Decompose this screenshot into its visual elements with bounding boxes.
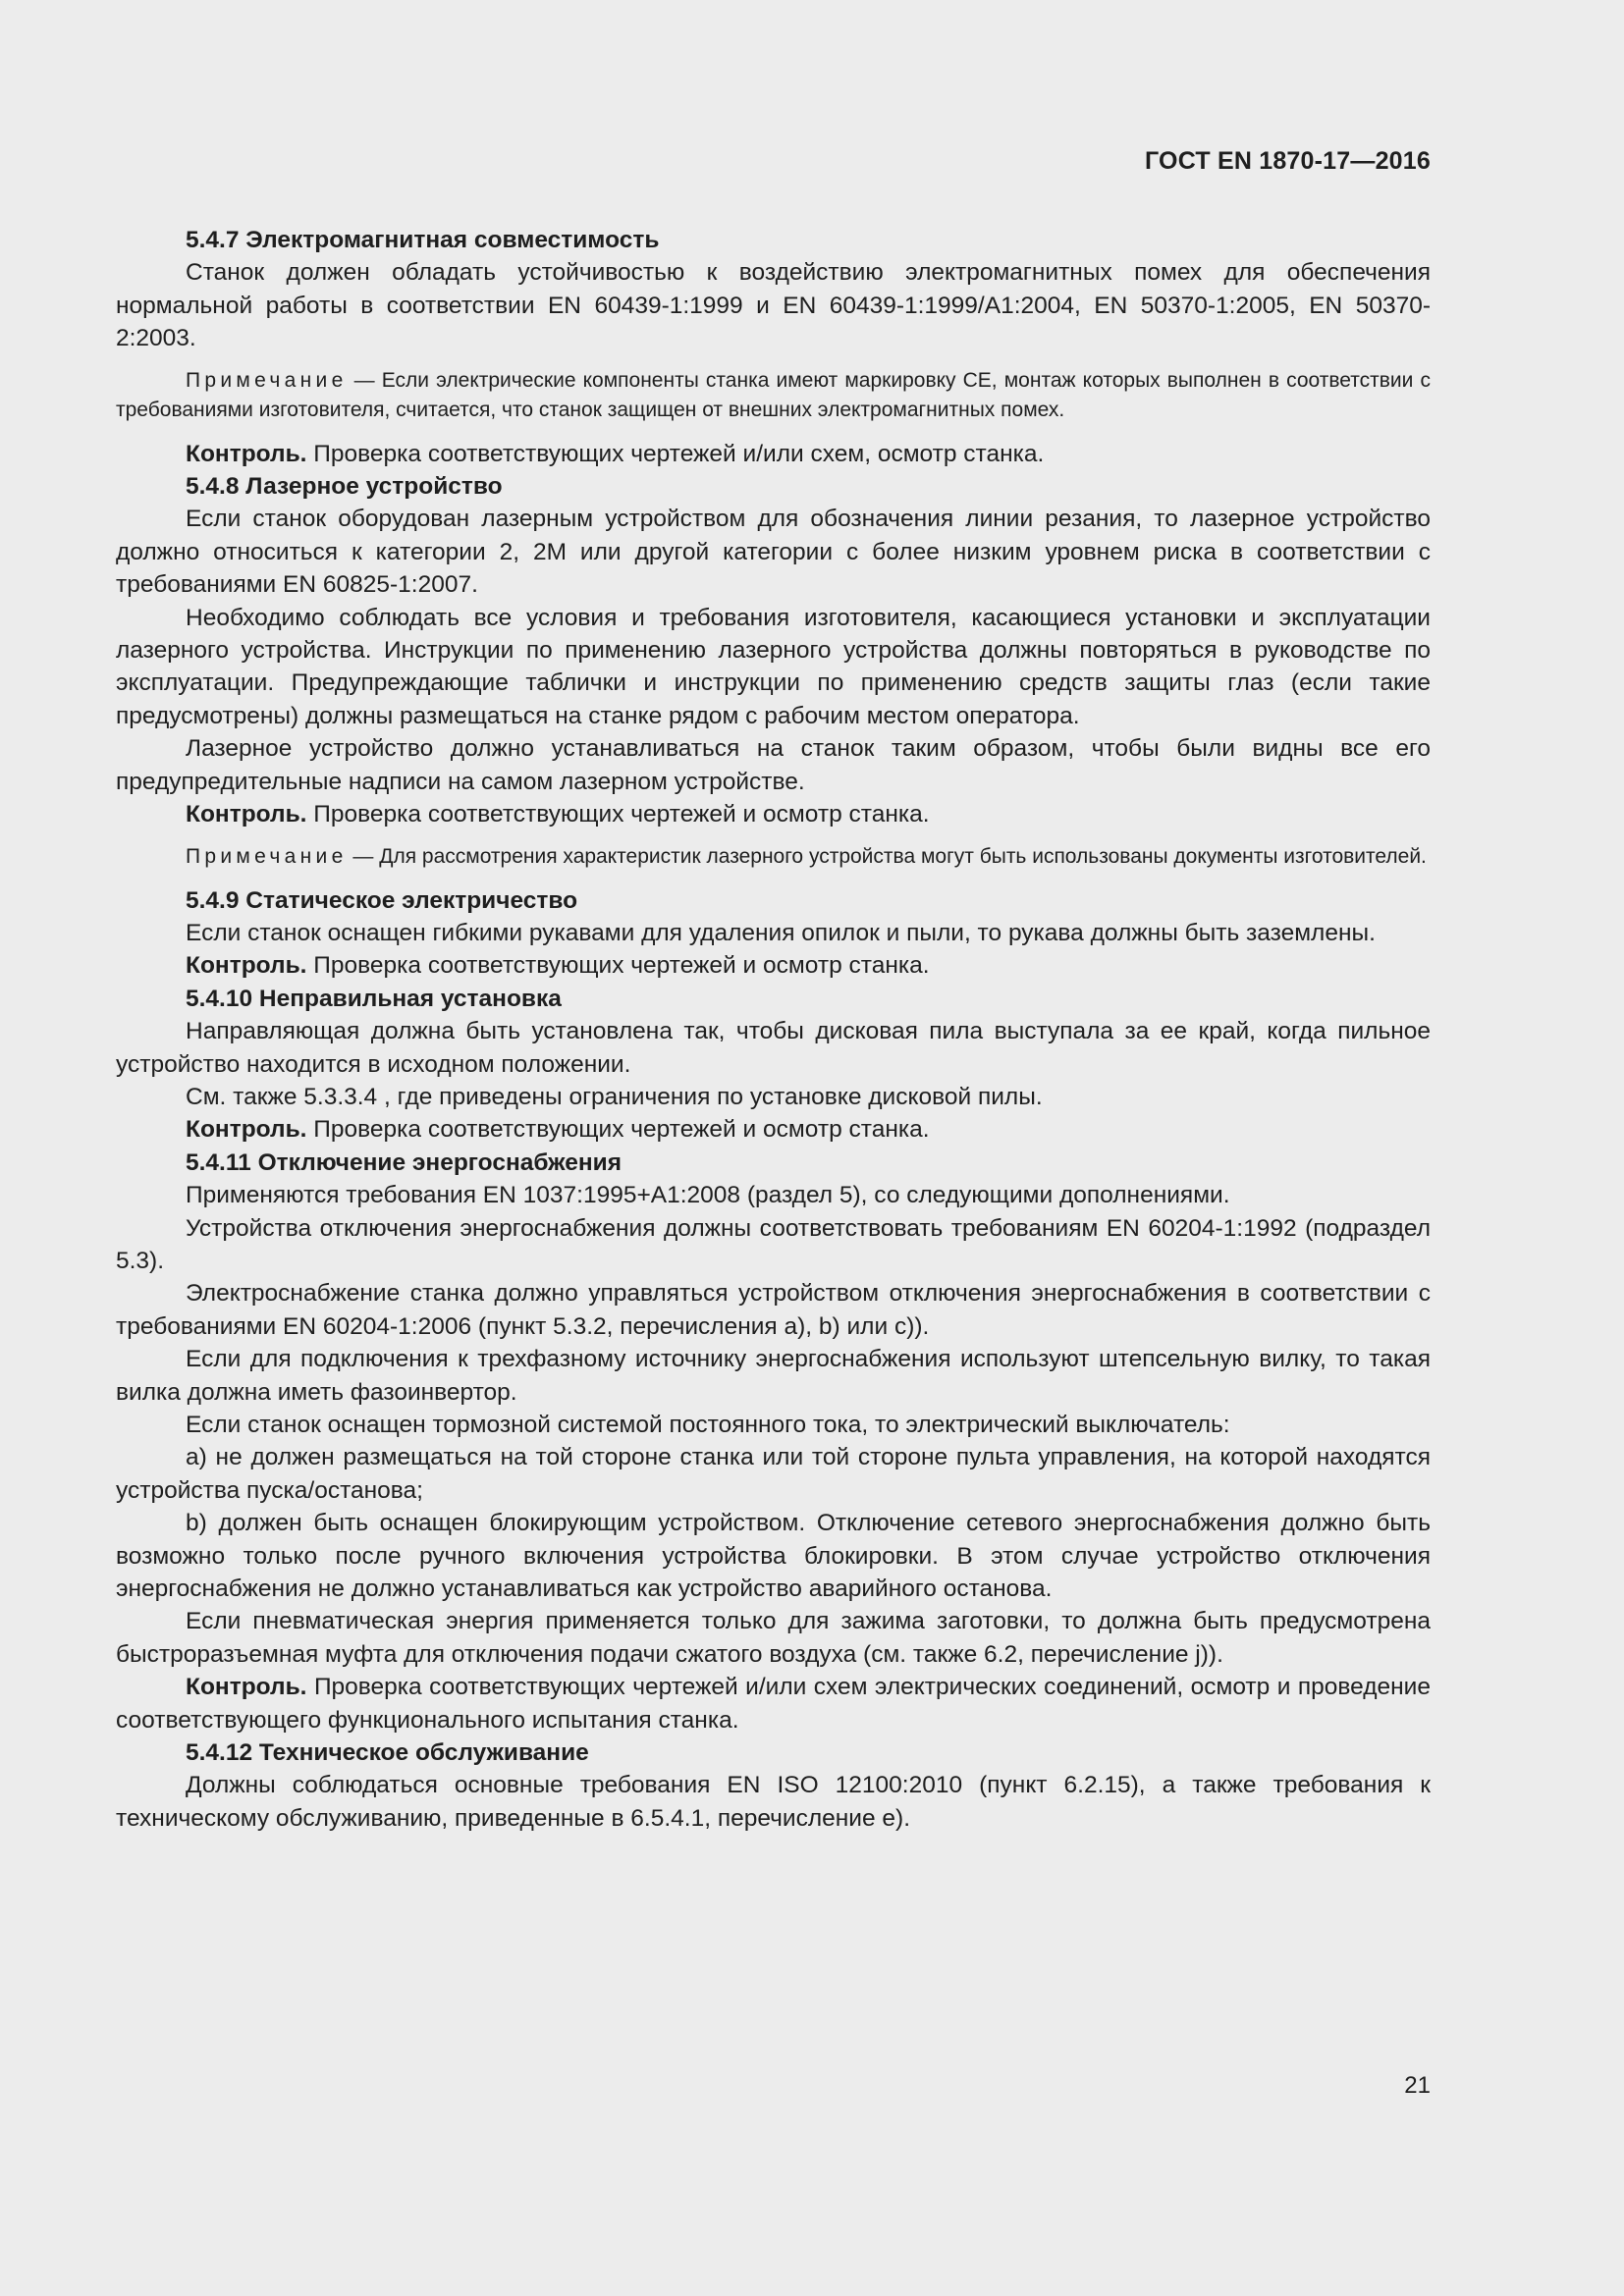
control-text: Проверка соответствующих чертежей и осмотр станка. xyxy=(306,952,930,980)
body-paragraph: Электроснабжение станка должно управляться устройством отключения энергоснабжения в соответствии с требованиями EN 60204-1:2006 (пункт 5.3.2, перечисления a), b) или c)). xyxy=(116,1280,1431,1340)
control-label: Контроль. xyxy=(186,1116,307,1144)
body-paragraph: Станок должен обладать устойчивостью к воздействию электромагнитных помех для обеспечения нормальной работы в соответствии EN 60439-1:1999 и EN 60439-1:1999/A1:2004, EN 50370-1:2005, EN 50370-2:2003. xyxy=(116,259,1431,352)
section-heading: 5.4.10 Неправильная установка xyxy=(186,985,562,1012)
control-text: Проверка соответствующих чертежей и осмотр станка. xyxy=(306,801,930,828)
control-paragraph xyxy=(116,1671,1431,1736)
document-body xyxy=(116,224,1431,1835)
control-paragraph xyxy=(116,1113,1431,1146)
control-label: Контроль. xyxy=(186,440,307,467)
note-text: — Для рассмотрения характеристик лазерного устройства могут быть использованы документы изготовителей. xyxy=(347,844,1427,868)
body-paragraph: Направляющая должна быть установлена так, чтобы дисковая пила выступала за ее край, когда пильное устройство находится в исходном положении. xyxy=(116,1018,1431,1078)
body-paragraph: Применяются требования EN 1037:1995+A1:2008 (раздел 5), со следующими дополнениями. xyxy=(186,1182,1230,1209)
control-text: Проверка соответствующих чертежей и осмотр станка. xyxy=(306,1116,930,1144)
list-item: a) не должен размещаться на той стороне станка или той стороне пульта управления, на которой находятся устройства пуска/останова; xyxy=(116,1444,1431,1504)
section-heading: 5.4.7 Электромагнитная совместимость xyxy=(186,227,660,253)
body-paragraph: Устройства отключения энергоснабжения должны соответствовать требованиям EN 60204-1:1992 (подраздел 5.3). xyxy=(116,1214,1431,1274)
note-label: Примечание xyxy=(186,844,348,868)
control-paragraph xyxy=(116,438,1431,470)
note-paragraph xyxy=(116,842,1431,872)
body-paragraph: Лазерное устройство должно устанавливаться на станок таким образом, чтобы были видны все его предупредительные надписи на самом лазерном устройстве. xyxy=(116,735,1431,795)
control-paragraph xyxy=(116,798,1431,830)
section-heading: 5.4.12 Техническое обслуживание xyxy=(186,1739,589,1767)
document-standard-number: ГОСТ EN 1870-17—2016 xyxy=(1145,147,1431,175)
body-paragraph: Если станок оснащен тормозной системой постоянного тока, то электрический выключатель: xyxy=(186,1412,1230,1438)
body-paragraph: Если станок оснащен гибкими рукавами для удаления опилок и пыли, то рукава должны быть заземлены. xyxy=(186,919,1376,946)
control-text: Проверка соответствующих чертежей и/или схем электрических соединений, осмотр и проведение соответствующего функционального испытания станка. xyxy=(116,1674,1431,1734)
note-text: — Если электрические компоненты станка имеют маркировку CE, монтаж которых выполнен в соответствии с требованиями изготовителя, считается, что станок защищен от внешних электромагнитных помех. xyxy=(116,368,1431,421)
note-label: Примечание xyxy=(186,368,348,392)
body-paragraph: Должны соблюдаться основные требования EN ISO 12100:2010 (пункт 6.2.15), а также требования к техническому обслуживанию, приведенные в 6.5.4.1, перечисление e). xyxy=(116,1772,1431,1832)
control-paragraph xyxy=(116,949,1431,982)
control-text: Проверка соответствующих чертежей и/или схем, осмотр станка. xyxy=(306,440,1045,467)
body-paragraph: Если станок оборудован лазерным устройством для обозначения линии резания, то лазерное устройство должно относиться к категории 2, 2M или другой категории с более низким уровнем риска в соответствии с требованиями EN 60825-1:2007. xyxy=(116,506,1431,599)
body-paragraph: См. также 5.3.3.4 , где приведены ограничения по установке дисковой пилы. xyxy=(186,1083,1043,1110)
body-paragraph: Необходимо соблюдать все условия и требования изготовителя, касающиеся установки и эксплуатации лазерного устройства. Инструкции по применению лазерного устройства должны повторяться в руководстве по эксплуатации. Предупреждающие таблички и инструкции по применению средств защиты глаз (если такие предусмотрены) должны размещаться на станке рядом с рабочим местом оператора. xyxy=(116,604,1431,729)
section-heading: 5.4.11 Отключение энергоснабжения xyxy=(186,1148,623,1176)
control-label: Контроль. xyxy=(186,952,307,980)
body-paragraph: Если пневматическая энергия применяется только для зажима заготовки, то должна быть предусмотрена быстроразъемная муфта для отключения подачи сжатого воздуха (см. также 6.2, перечисление j)). xyxy=(116,1608,1431,1668)
control-label: Контроль. xyxy=(186,1674,307,1701)
body-paragraph: Если для подключения к трехфазному источнику энергоснабжения используют штепсельную вилку, то такая вилка должна иметь фазоинвертор. xyxy=(116,1346,1431,1406)
section-heading: 5.4.9 Статическое электричество xyxy=(186,886,578,914)
list-item: b) должен быть оснащен блокирующим устройством. Отключение сетевого энергоснабжения должно быть возможно только после ручного включения устройства блокировки. В этом случае устройство отключения энергоснабжения не должно устанавливаться как устройство аварийного останова. xyxy=(116,1510,1431,1603)
note-paragraph xyxy=(116,366,1431,425)
section-heading: 5.4.8 Лазерное устройство xyxy=(186,473,503,501)
page-number: 21 xyxy=(1404,2072,1431,2099)
control-label: Контроль. xyxy=(186,801,307,828)
